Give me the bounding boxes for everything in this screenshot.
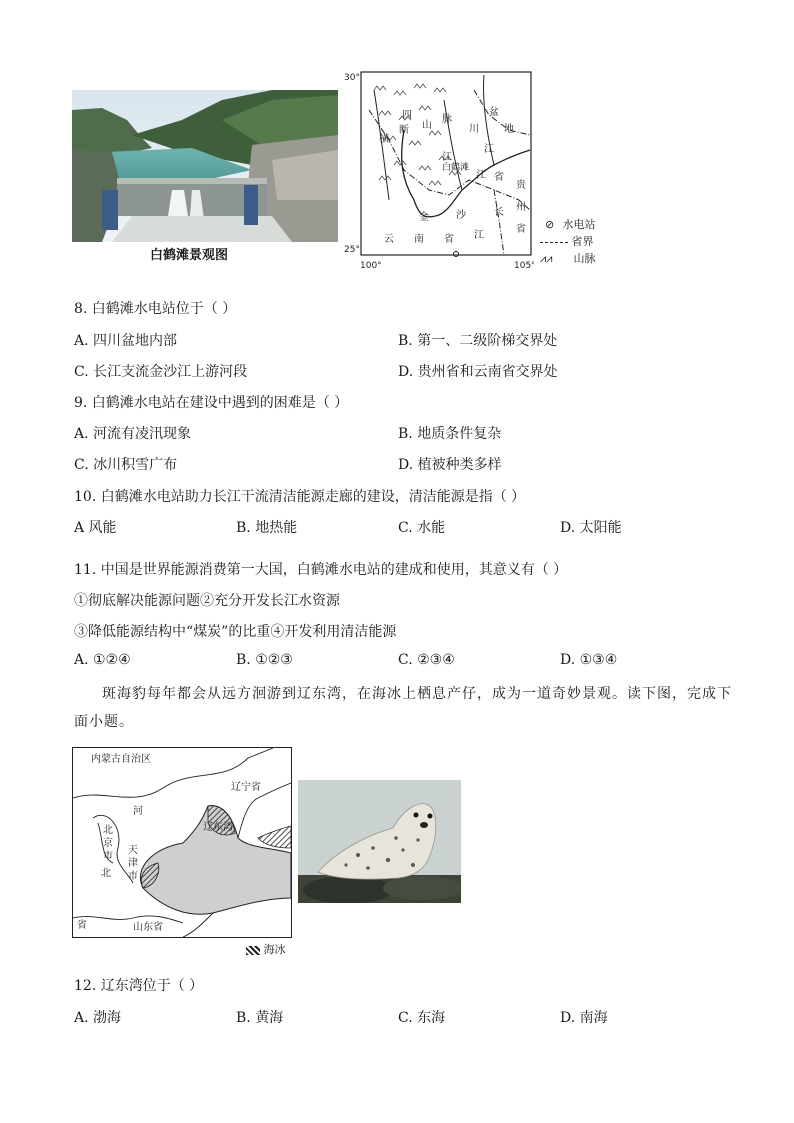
map-label: 州 [516, 202, 526, 213]
lon-right-label: 105° [514, 261, 534, 270]
lon-left-label: 100° [360, 261, 382, 270]
map-label: 江 [442, 152, 452, 163]
map-label: 金 [419, 212, 429, 223]
option-12a[interactable]: A. 渤海 [74, 1010, 122, 1026]
map-label: 市 [103, 851, 113, 862]
map-label: 川 [469, 124, 479, 135]
option-11c[interactable]: C. ②③④ [398, 652, 455, 668]
option-11a[interactable]: A. ①②④ [74, 652, 131, 668]
map-label: 贵 [516, 180, 526, 191]
lat-bottom-label: 25° [344, 245, 360, 255]
lat-top-label: 30° [344, 73, 360, 83]
option-11d[interactable]: D. ①③④ [560, 652, 618, 668]
seal-photo [298, 780, 461, 903]
baihetan-map [344, 70, 534, 270]
map-label: 南 [414, 234, 424, 245]
legend-station: ⊘ 水电站 [545, 218, 596, 231]
map-label: 云 [384, 234, 394, 245]
option-9b[interactable]: B. 地质条件复杂 [398, 426, 502, 442]
region-label: 辽宁省 [231, 782, 261, 793]
border-line-icon [540, 242, 568, 243]
region-label: 内蒙古自治区 [91, 754, 151, 765]
option-8c[interactable]: C. 长江支流金沙江上游河段 [74, 364, 248, 380]
baihetan-photo [72, 90, 338, 242]
map-label: 四 [402, 110, 412, 121]
map-label: 市 [128, 871, 138, 882]
seal-passage: 斑海豹每年都会从远方洄游到辽东湾，在海冰上栖息产仔，成为一道奇妙景观。读下图，完成下面小题。 [74, 686, 732, 730]
option-10c[interactable]: C. 水能 [398, 520, 446, 536]
legend-sea-ice: 海冰 [246, 941, 286, 957]
map-label: 江 [476, 170, 486, 181]
station-icon: ⊘ [545, 218, 555, 231]
map-label: 津 [128, 858, 138, 869]
map-label: 江 [484, 144, 494, 155]
map-label: 省 [444, 234, 454, 245]
legend-mountain: ⩘⩘ 山脉 [540, 252, 596, 265]
question-11-line2: ③降低能源结构中“煤炭”的比重④开发利用清洁能源 [74, 624, 397, 640]
option-9c[interactable]: C. 冰川积雪广布 [74, 457, 178, 473]
hatch-icon [246, 946, 260, 955]
question-10-stem: 10. 白鹤滩水电站助力长江干流清洁能源走廊的建设，清洁能源是指（ ） [74, 489, 526, 505]
map-label: 地 [504, 124, 514, 135]
liaodong-bay-map [72, 747, 292, 938]
map-label: 盆 [489, 107, 499, 118]
photo-caption: 白鹤滩景观图 [150, 248, 229, 263]
map-label: 山 [422, 120, 432, 131]
map-label: 京 [103, 838, 113, 849]
map-label: 省 [516, 224, 526, 235]
option-11b[interactable]: B. ①②③ [236, 652, 293, 668]
option-10a[interactable]: A 风能 [74, 520, 117, 536]
map-label: 山东省 [133, 922, 163, 933]
map-label: 省 [77, 920, 87, 931]
map-label: 北 [103, 825, 113, 836]
map-label: 天 [128, 845, 138, 856]
legend-border: 省界 [540, 233, 594, 249]
question-8-stem: 8. 白鹤滩水电站位于（ ） [74, 301, 237, 317]
option-12b[interactable]: B. 黄海 [236, 1010, 284, 1026]
question-12-stem: 12. 辽东湾位于（ ） [74, 978, 204, 994]
option-9d[interactable]: D. 植被种类多样 [398, 457, 502, 473]
map-label-baihetan: 白鹤滩 [442, 163, 470, 173]
option-8a[interactable]: A. 四川盆地内部 [74, 333, 178, 349]
map-label: 横 [379, 134, 389, 145]
map-label: 沙 [456, 210, 466, 221]
map-label: 省 [494, 172, 504, 183]
map-label: 河 [133, 806, 143, 817]
option-12c[interactable]: C. 东海 [398, 1010, 446, 1026]
map-label: 江 [474, 230, 484, 241]
option-8d[interactable]: D. 贵州省和云南省交界处 [398, 364, 558, 380]
question-11-line1: ①彻底解决能源问题②充分开发长江水资源 [74, 593, 340, 609]
option-12d[interactable]: D. 南海 [560, 1010, 608, 1026]
map-label: 脉 [442, 114, 452, 125]
mountain-icon: ⩘⩘ [540, 252, 553, 265]
option-9a[interactable]: A. 河流有凌汛现象 [74, 426, 192, 442]
bay-label: 辽东湾 [203, 822, 233, 833]
question-11-stem: 11. 中国是世界能源消费第一大国，白鹤滩水电站的建成和使用，其意义有（ ） [74, 562, 568, 578]
option-10d[interactable]: D. 太阳能 [560, 520, 622, 536]
map-label: 长 [494, 207, 504, 218]
option-8b[interactable]: B. 第一、二级阶梯交界处 [398, 333, 558, 349]
map-label: 北 [101, 868, 111, 879]
option-10b[interactable]: B. 地热能 [236, 520, 298, 536]
question-9-stem: 9. 白鹤滩水电站在建设中遇到的困难是（ ） [74, 395, 349, 411]
map-label: 断 [399, 125, 409, 136]
